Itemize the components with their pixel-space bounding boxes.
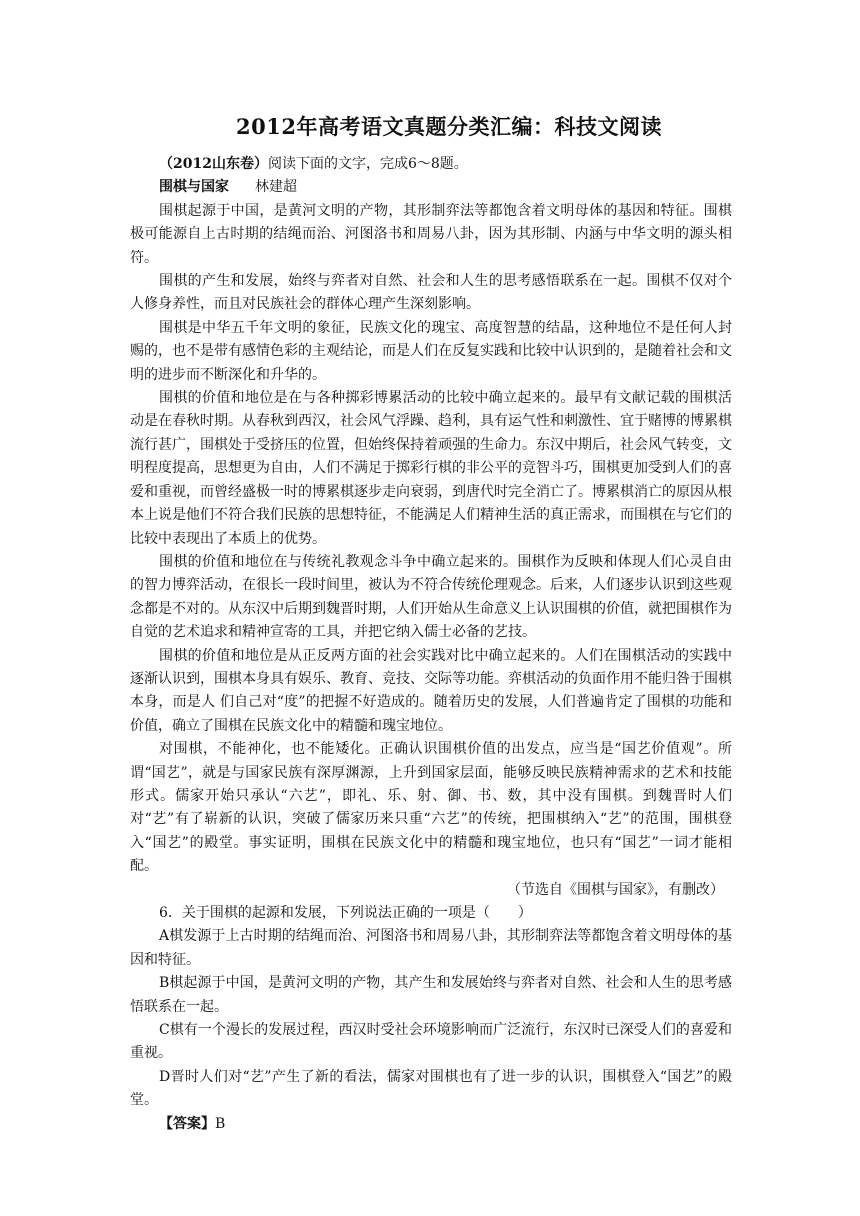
question-option-c: C棋有一个漫长的发展过程，西汉时受社会环境影响而广泛流行，东汉时已深受人们的喜爱和重视。 — [130, 1022, 732, 1062]
exam-source-tag: （2012山东卷） — [159, 156, 268, 172]
article-paragraph: 围棋的产生和发展，始终与弈者对自然、社会和人生的思考感悟联系在一起。围棋不仅对个人修身养性，而且对民族社会的群体心理产生深刻影响。 — [130, 273, 732, 313]
document-content — [130, 112, 732, 1136]
article-paragraph: 围棋的价值和地位是在与各种掷彩博累活动的比较中确立起来的。最早有文献记载的围棋活动是在春秋时期。从春秋到西汉，社会风气浮躁、趋利，具有运气性和刺激性、宜于赌博的博累棋流行甚广，围棋处于受挤压的位置，但始终保持着顽强的生命力。东汉中期后，社会风气转变，文明程度提高，思想更为自由，人们不满足于掷彩行棋的非公平的竞智斗巧，围棋更加受到人们的喜爱和重视，而曾经盛极一时的博累棋逐步走向衰弱，到唐代时完全消亡了。博累棋消亡的原因从根本上说是他们不符合我们民族的思想特征，不能满足人们精神生活的真正需求，而围棋在与它们的比较中表现出了本质上的优势。 — [130, 390, 732, 547]
question-stem: 6．关于围棋的起源和发展，下列说法正确的一项是（ ） — [159, 905, 532, 921]
article-source-note: （节选自《围棋与国家》，有删改） — [507, 881, 724, 898]
article-paragraph: 围棋起源于中国，是黄河文明的产物，其形制弈法等都饱含着文明母体的基因和特征。围棋极可能源自上古时期的结绳而治、河图洛书和周易八卦，因为其形制、内涵与中华文明的源头相符。 — [130, 202, 732, 266]
article-paragraph: 围棋的价值和地位在与传统礼教观念斗争中确立起来的。围棋作为反映和体现人们心灵自由的智力博弈活动，在很长一段时间里，被认为不符合传统伦理观念。后来，人们逐步认识到这些观念都是不对的。从东汉中后期到魏晋时期，人们开始从生命意义上认识围棋的价值，就把围棋作为自觉的艺术追求和精神宣寄的工具，并把它纳入儒士必备的艺技。 — [130, 553, 732, 641]
document-title: 2012年高考语文真题分类汇编：科技文阅读 — [236, 114, 662, 139]
question-option-a: A棋发源于上古时期的结绳而治、河图洛书和周易八卦，其形制弈法等都饱含着文明母体的基因和特征。 — [130, 928, 732, 968]
answer-label: 【答案】 — [159, 1115, 215, 1132]
answer-value: B — [215, 1115, 226, 1132]
article-paragraph: 对围棋，不能神化，也不能矮化。正确认识围棋价值的出发点，应当是“国艺价值观”。所谓“国艺”，就是与国家民族有深厚渊源，上升到国家层面，能够反映民族精神需求的艺术和技能形式。儒家开始只承认“六艺”，即礼、乐、射、御、书、数，其中没有围棋。到魏晋时人们对“艺”有了崭新的认识，突破了儒家历来只重“六艺”的传统，把围棋纳入“艺”的范围，围棋登入“国艺”的殿堂。事实证明，围棋在民族文化中的精髓和瑰宝地位，也只有“国艺”一词才能相配。 — [130, 741, 732, 875]
intro-line — [130, 153, 732, 176]
article-heading: 围棋与国家 — [159, 179, 229, 196]
question-option-d: D晋时人们对“艺”产生了新的看法，儒家对围棋也有了进一步的认识，围棋登入“国艺”的殿堂。 — [130, 1068, 732, 1109]
article-paragraph: 围棋是中华五千年文明的象征，民族文化的瑰宝、高度智慧的结晶，这种地位不是任何人封赐的，也不是带有感情色彩的主观结论，而是人们在反复实践和比较中认识到的，是随着社会和文明的进步而不断深化和升华的。 — [130, 319, 732, 383]
question-option-b: B棋起源于中国，是黄河文明的产物，其产生和发展始终与弈者对自然、社会和人生的思考感悟联系在一起。 — [130, 975, 732, 1015]
article-paragraph: 围棋的价值和地位是从正反两方面的社会实践对比中确立起来的。人们在围棋活动的实践中逐渐认识到，围棋本身具有娱乐、教育、竞技、交际等功能。弈棋活动的负面作用不能归咎于围棋本身，而是人 们自己对“度”的把握不好造成的。随着历史的发展，人们普遍肯定了围棋的功能和价值，确立了围棋在民族文化中的精髓和瑰宝地位。 — [130, 647, 732, 734]
article-headline — [130, 176, 732, 199]
intro-instruction: 阅读下面的文字，完成6～8题。 — [267, 156, 468, 172]
answer-line — [130, 1113, 732, 1136]
article-author: 林建超 — [255, 179, 297, 196]
